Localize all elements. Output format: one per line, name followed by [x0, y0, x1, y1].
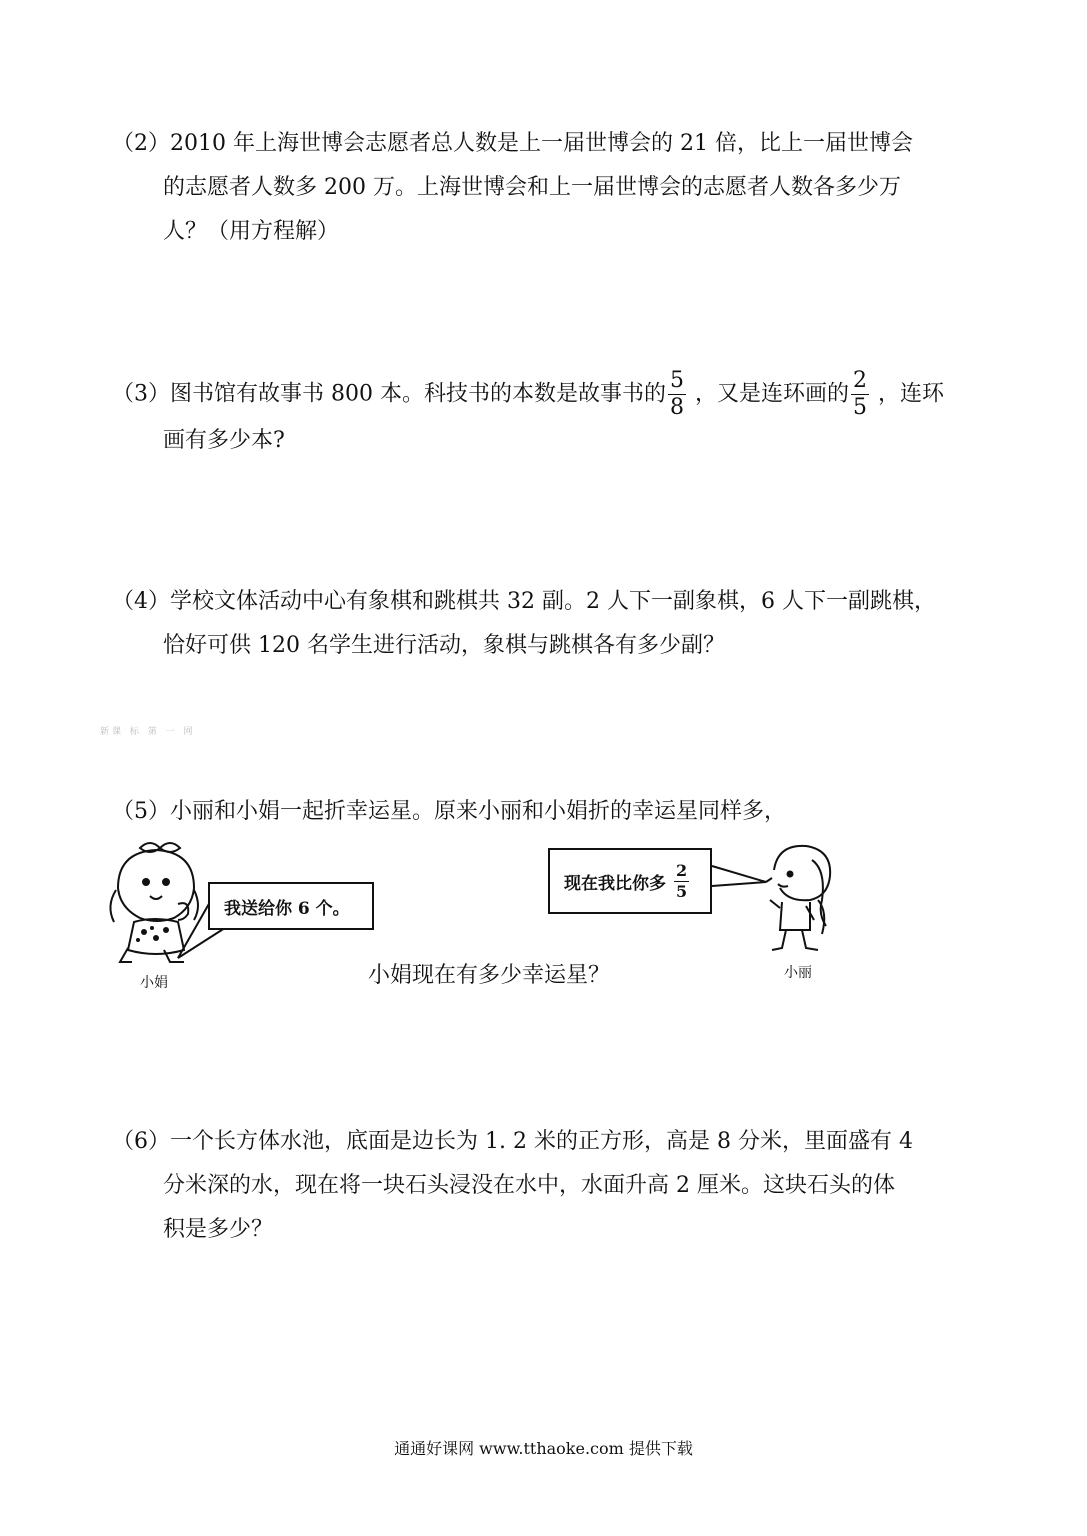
q6-line-3: 积是多少？ [163, 1217, 274, 1242]
q3-seg-3: ，连环 [870, 381, 944, 407]
speech-bubble-left [208, 882, 374, 930]
question-2 [112, 122, 992, 254]
speech-bubble-fraction [674, 860, 689, 901]
q3-line-1 [112, 370, 992, 419]
speech-frac-den: 5 [676, 881, 688, 901]
q5-question: 小娟现在有多少幸运星？ [368, 963, 611, 988]
q3-frac2-den: 5 [852, 395, 867, 420]
question-5 [112, 790, 992, 834]
watermark-text: 新课 标 第 一 网 [100, 727, 196, 737]
q6-line-2: 分米深的水，现在将一块石头浸没在水中，水面升高 2 厘米。这块石头的体 [163, 1173, 895, 1198]
q2-line-3: 人？（用方程解） [163, 219, 340, 244]
q3-frac1-den: 8 [669, 395, 684, 420]
q4-line-2: 恰好可供 120 名学生进行活动，象棋与跳棋各有多少副？ [163, 633, 725, 658]
name-label-xiaojuan: 小娟 [140, 975, 168, 991]
question-6 [112, 1120, 992, 1252]
question-4 [112, 580, 992, 668]
speech-bubble-left-text: 我送给你 6 个。 [224, 898, 350, 919]
speech-bubble-right-text: 现在我比你多 [564, 873, 666, 894]
q2-line-2: 的志愿者人数多 200 万。上海世博会和上一届世博会的志愿者人数各多少万 [163, 175, 901, 200]
q3-fraction-2 [851, 370, 869, 419]
q3-fraction-1 [668, 370, 686, 419]
speech-frac-num: 2 [676, 860, 688, 880]
q3-frac1-num: 5 [669, 368, 684, 393]
q3-seg-1: （3）图书馆有故事书 800 本。科技书的本数是故事书的 [112, 381, 666, 407]
q3-line-2: 画有多少本? [163, 428, 285, 453]
speech-bubble-right [548, 848, 712, 914]
page-footer: 通通好课网 www.tthaoke.com 提供下载 [394, 1439, 693, 1458]
q4-line-1: （4）学校文体活动中心有象棋和跳棋共 32 副。2 人下一副象棋，6 人下一副跳棋， [112, 589, 936, 614]
question-3 [112, 370, 992, 463]
q6-line-1: （6）一个长方体水池，底面是边长为 1. 2 米的正方形，高是 8 分米，里面盛有 4 [112, 1129, 913, 1154]
q2-line-1: （2）2010 年上海世博会志愿者总人数是上一届世博会的 21 倍，比上一届世博会 [112, 131, 913, 156]
q3-frac2-num: 2 [852, 368, 867, 393]
girl-xiaoli-illustration [756, 840, 836, 960]
q5-line-1: （5）小丽和小娟一起折幸运星。原来小丽和小娟折的幸运星同样多， [112, 799, 786, 824]
name-label-xiaoli: 小丽 [784, 965, 812, 981]
q3-seg-2: ，又是连环画的 [687, 381, 849, 407]
